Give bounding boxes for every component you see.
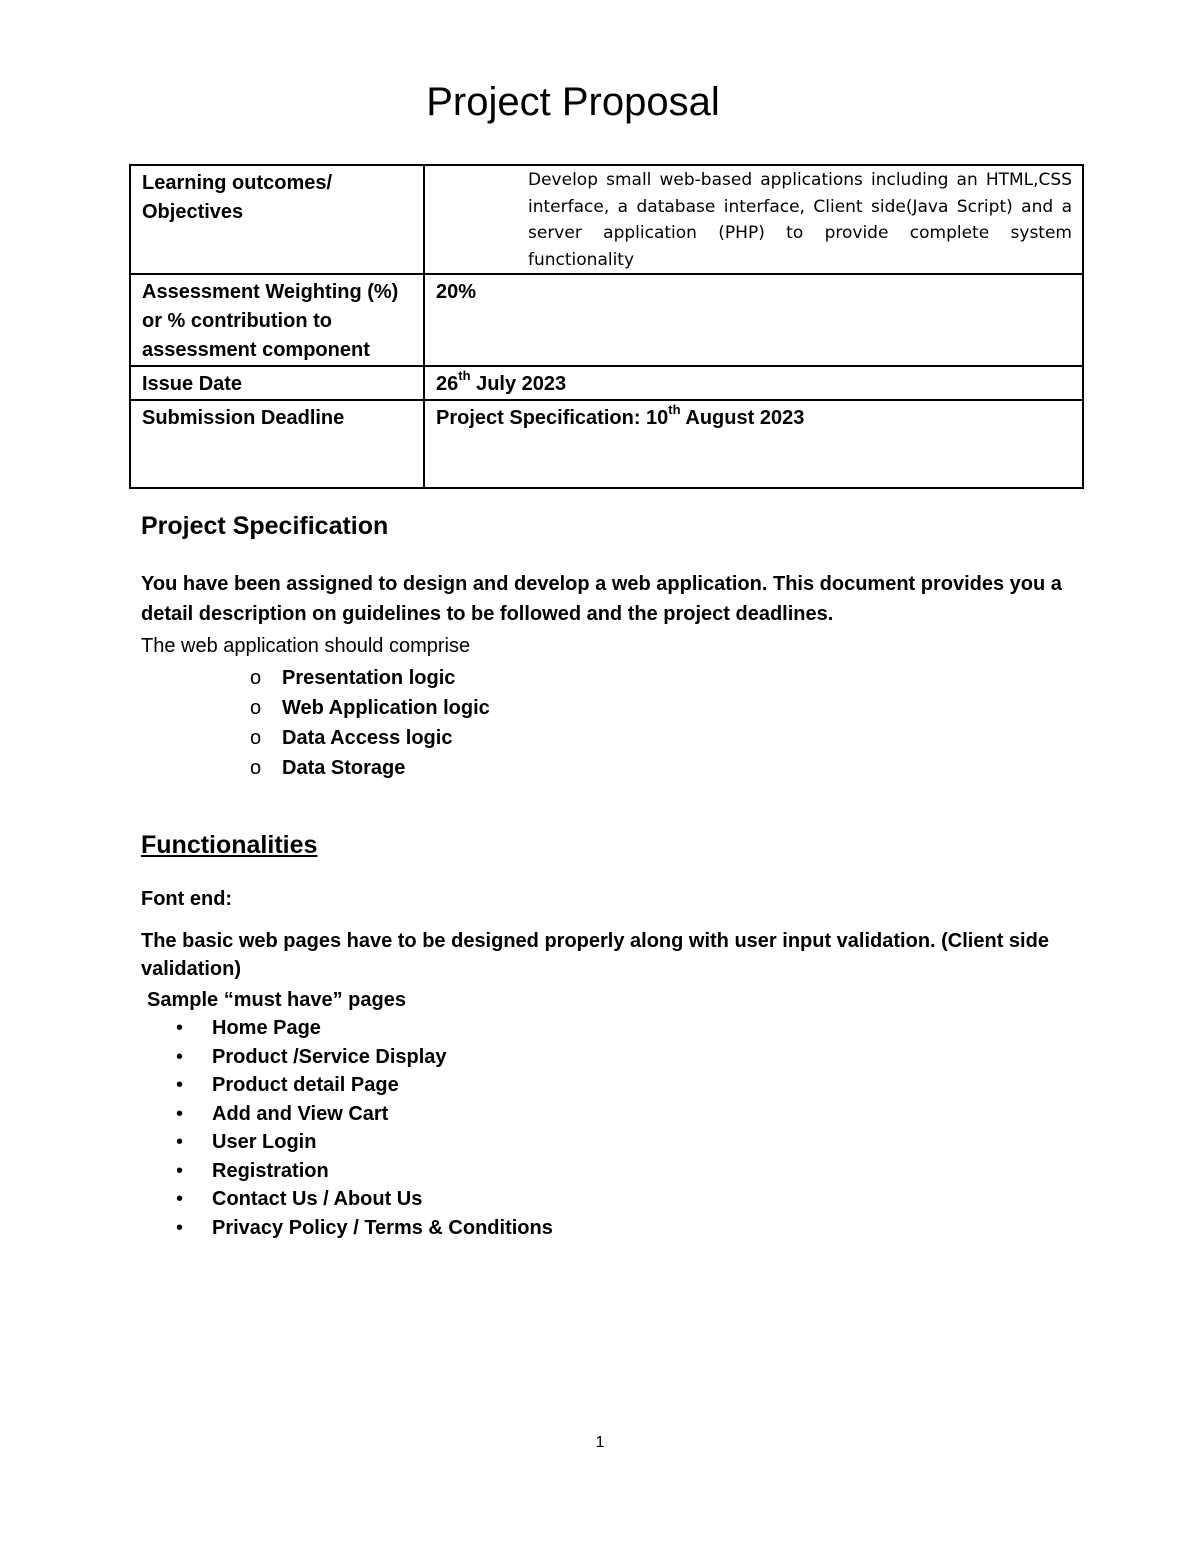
project-specification-heading: Project Specification: [141, 512, 389, 540]
front-end-subheading: Font end:: [141, 888, 233, 910]
weighting-label: Assessment Weighting (%) or % contribution to assessment component: [130, 274, 424, 366]
functionalities-heading: Functionalities: [141, 831, 318, 859]
list-item: • Add and View Cart: [176, 1102, 389, 1125]
proposal-info-table: [129, 164, 1084, 489]
page-number: 1: [595, 1434, 605, 1451]
table-row-issue-date: [130, 366, 1083, 400]
list-item: o Presentation logic: [250, 667, 456, 689]
list-item: o Data Storage: [250, 757, 406, 779]
list-item: • Product /Service Display: [176, 1045, 447, 1068]
sample-pages-text: Sample “must have” pages: [147, 989, 406, 1011]
weighting-value: 20%: [424, 274, 1083, 366]
list-item: • Product detail Page: [176, 1074, 399, 1096]
issue-date-label: Issue Date: [130, 366, 424, 400]
table-row-deadline: [130, 400, 1083, 488]
components-list: [245, 663, 490, 783]
objectives-value: Develop small web-based applications including an HTML,CSS interface, a database interface, Client side(Java Script) and a server application (PHP) to provide complete system functionality: [528, 170, 1072, 270]
list-item: o Web Application logic: [250, 697, 490, 719]
list-item: • Home Page: [176, 1017, 321, 1039]
table-row-objectives: [130, 165, 1083, 274]
spec-intro-paragraph: You have been assigned to design and develop a web application. This document provides you a detail description on guidelines to be followed and the project deadlines.: [141, 573, 1062, 625]
objectives-label: Learning outcomes/ Objectives: [130, 165, 424, 274]
front-end-paragraph: The basic web pages have to be designed properly along with user input validation. (Client side validation): [141, 930, 1049, 980]
list-item: • Privacy Policy / Terms & Conditions: [176, 1216, 553, 1239]
list-item: • User Login: [176, 1131, 317, 1153]
table-row-weighting: [130, 274, 1083, 366]
list-item: • Contact Us / About Us: [176, 1188, 423, 1210]
deadline-label: Submission Deadline: [130, 400, 424, 488]
deadline-value: Project Specification: 10th August 2023: [424, 400, 1083, 488]
list-item: • Registration: [176, 1159, 329, 1182]
issue-date-value: 26th July 2023: [424, 366, 1083, 400]
page-title: Project Proposal: [426, 80, 720, 124]
spec-comprise-text: The web application should comprise: [141, 635, 471, 657]
list-item: o Data Access logic: [250, 727, 453, 749]
must-have-pages-list: [172, 1014, 553, 1242]
